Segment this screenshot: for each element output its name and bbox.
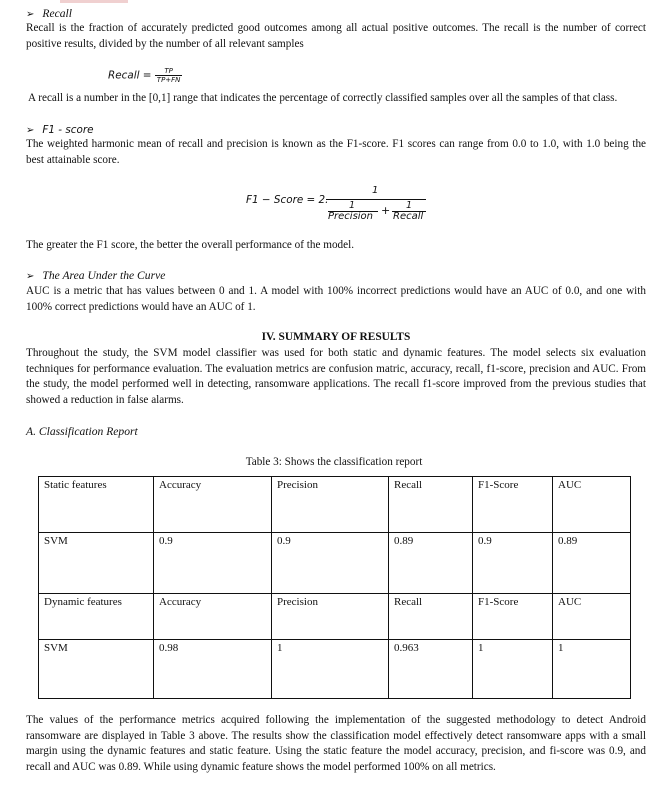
table-cell: SVM (39, 640, 154, 699)
table-cell: 0.9 (272, 533, 389, 594)
table-cell: 0.98 (154, 640, 272, 699)
table-cell: SVM (39, 533, 154, 594)
closing-paragraph: The values of the performance metrics acquired following the implementation of the suggested methodology to detect Android ransomware are displayed in Table 3 above. The results show the classification model effectively detect ransomware apps with a small margin using the dynamic features and static feature. Using the static feature the model accuracy, precision, and fi-score was 0.9, and recall and AUC was 0.89. While using dynamic feature shows the model performed 100% on all metrics. (26, 714, 646, 773)
classification-report-subheading: A. Classification Report (26, 425, 138, 438)
recall-formula (108, 67, 182, 84)
table-cell: Recall (389, 594, 473, 640)
table-cell: 0.9 (473, 533, 553, 594)
arrow-bullet-icon: ➢ (26, 271, 35, 282)
table-cell: F1-Score (473, 594, 553, 640)
f1-formula-numerator: 1 (372, 185, 379, 196)
table-cell: 0.89 (389, 533, 473, 594)
table-cell: 1 (553, 640, 631, 699)
arrow-bullet-icon: ➢ (26, 125, 35, 136)
table-row (39, 477, 631, 533)
table-caption: Table 3: Shows the classification report (245, 456, 423, 468)
table-cell: 1 (272, 640, 389, 699)
summary-paragraph: Throughout the study, the SVM model classifier was used for both static and dynamic features. The model selects six evaluation techniques for performance evaluation. The evaluation metrics are confusion matric, accuracy, recall, f1-score, precision and AUC. From the study, the model performed well in detecting, ransomware applications. The recall f1-score improved from the previous studies that showed a reduction in false alarms. (26, 347, 646, 406)
table-cell: AUC (553, 477, 631, 533)
recall-fraction-numerator: TP (155, 67, 183, 76)
table-cell: Precision (272, 594, 389, 640)
f1-heading-text: F1 - score (42, 124, 94, 136)
recall-heading-text: Recall (42, 7, 73, 20)
table-cell: Precision (272, 477, 389, 533)
f1-formula (246, 185, 446, 227)
classification-report-table (38, 476, 631, 699)
recall-range-paragraph: A recall is a number in the [0,1] range that indicates the percentage of correctly classified samples over all the samples of that class. (28, 92, 618, 104)
recall-paragraph: Recall is the fraction of accurately predicted good outcomes among all actual positive outcomes. The recall is the number of correct positive results, divided by the number of all relevant samples (26, 22, 646, 50)
arrow-bullet-icon: ➢ (26, 9, 35, 20)
table-cell: 1 (473, 640, 553, 699)
f1-formula-lhs: F1 − Score = 2. (246, 194, 329, 206)
table-cell: Static features (39, 477, 154, 533)
f1-sub-denominator-2: Recall (393, 211, 424, 222)
table-cell: F1-Score (473, 477, 553, 533)
table-row (39, 594, 631, 640)
table-cell: 0.9 (154, 533, 272, 594)
f1-plus-sign: + (381, 204, 391, 217)
table-cell: Recall (389, 477, 473, 533)
recall-formula-lhs: Recall = (108, 69, 152, 82)
auc-heading-text: The Area Under the Curve (42, 269, 166, 282)
top-edge-decoration (60, 0, 128, 3)
auc-paragraph: AUC is a metric that has values between 0 and 1. A model with 100% incorrect predictions would have an AUC of 0.0, and one with 100% correct predictions would have an AUC of 1. (26, 285, 646, 313)
f1-sub-numerator-1: 1 (349, 200, 356, 211)
recall-fraction-denominator: TP+FN (156, 76, 181, 84)
f1-paragraph: The weighted harmonic mean of recall and precision is known as the F1-score. F1 scores can range from 0.0 to 1.0, with 1.0 being the best attainable score. (26, 138, 646, 166)
table-cell: Accuracy (154, 594, 272, 640)
table-cell: 0.89 (553, 533, 631, 594)
table-cell: Accuracy (154, 477, 272, 533)
summary-section-title: IV. SUMMARY OF RESULTS (261, 331, 411, 343)
auc-heading (26, 268, 165, 285)
table-row (39, 640, 631, 699)
f1-conclusion-paragraph: The greater the F1 score, the better the overall performance of the model. (26, 239, 355, 251)
table-cell: AUC (553, 594, 631, 640)
f1-sub-numerator-2: 1 (406, 200, 413, 211)
table-cell: Dynamic features (39, 594, 154, 640)
table-row (39, 533, 631, 594)
recall-fraction (155, 67, 183, 84)
table-cell: 0.963 (389, 640, 473, 699)
f1-sub-denominator-1: Precision (328, 211, 374, 222)
